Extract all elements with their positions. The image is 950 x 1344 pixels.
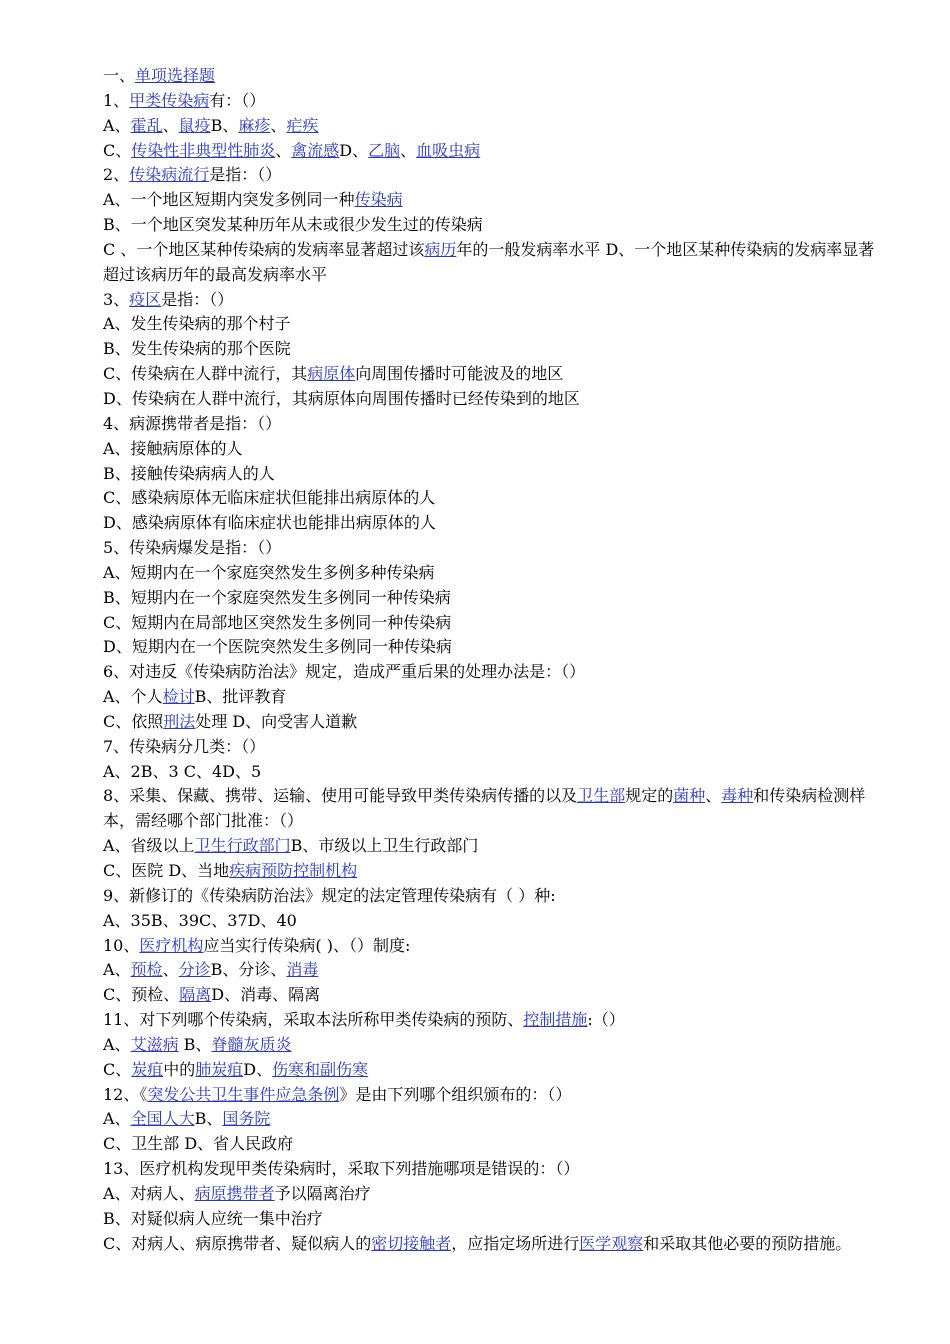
text-run: 1、 (103, 90, 130, 110)
text-line (103, 486, 883, 511)
text-line (103, 1232, 883, 1257)
text-line (103, 1107, 883, 1132)
hyperlink[interactable]: 霍乱 (130, 115, 163, 135)
hyperlink[interactable]: 突发公共卫生事件应急条例 (147, 1084, 340, 1104)
text-run: 9、新修订的《传染病防治法》规定的法定管理传染病有（ ）种: (103, 885, 556, 905)
text-line (103, 1182, 883, 1207)
text-run: 7、传染病分几类：（） (103, 736, 266, 756)
hyperlink[interactable]: 甲类传染病 (129, 90, 210, 110)
text-run: B、接触传染病病人的人 (103, 463, 275, 483)
hyperlink[interactable]: 血吸虫病 (416, 140, 481, 160)
text-run: C、短期内在局部地区突然发生多例同一种传染病 (103, 612, 452, 632)
text-line (103, 437, 883, 462)
text-run: B、发生传染病的那个医院 (103, 339, 291, 359)
text-line (103, 387, 883, 412)
text-run: D、 (339, 140, 369, 160)
text-run: B、一个地区突发某种历年从未或很少发生过的传染病 (103, 215, 483, 235)
document-body (103, 64, 883, 1257)
text-run: 向周围传播时可能波及的地区 (355, 364, 564, 384)
text-run: 5、传染病爆发是指：（） (103, 538, 282, 558)
text-line (103, 462, 883, 487)
text-run: A、 (103, 1109, 131, 1129)
hyperlink[interactable]: 医疗机构 (139, 935, 204, 955)
hyperlink[interactable]: 鼠疫 (178, 115, 211, 135)
hyperlink[interactable]: 肺炭疽 (195, 1059, 244, 1079)
hyperlink[interactable]: 预检 (130, 960, 163, 980)
text-run: 中的 (163, 1059, 196, 1079)
text-line (103, 983, 883, 1008)
text-run: C、医院 D、当地 (103, 861, 230, 880)
hyperlink[interactable]: 疟疾 (286, 115, 319, 135)
text-line (103, 1058, 883, 1083)
hyperlink[interactable]: 单项选择题 (135, 66, 216, 85)
text-run: 规定的 (625, 786, 674, 806)
hyperlink[interactable]: 消毒 (286, 960, 319, 980)
text-run: 、 (270, 115, 287, 135)
text-run: 和采取其他必要的预防措施。 (643, 1233, 852, 1253)
text-run: C、对病人、病原携带者、疑似病人的 (103, 1233, 372, 1253)
text-run: C、感染病原体无临床症状但能排出病原体的人 (103, 488, 436, 508)
text-line (103, 934, 883, 959)
text-line (103, 1207, 883, 1232)
text-run: A、短期内在一个家庭突然发生多例多种传染病 (103, 562, 435, 582)
hyperlink[interactable]: 分诊 (178, 960, 211, 980)
text-line (103, 1157, 883, 1182)
text-line (103, 611, 883, 636)
text-line (103, 834, 883, 859)
hyperlink[interactable]: 刑法 (163, 711, 196, 731)
text-run: C、依照 (103, 711, 164, 731)
text-run: 》是由下列哪个组织颁布的：（） (339, 1084, 572, 1104)
text-line (103, 114, 883, 139)
hyperlink[interactable]: 传染病 (354, 190, 403, 210)
hyperlink[interactable]: 病原体 (307, 364, 356, 384)
text-line (103, 412, 883, 437)
text-run: A、省级以上 (103, 836, 195, 856)
text-run: 、 (400, 140, 417, 160)
hyperlink[interactable]: 伤寒和副伤寒 (272, 1059, 369, 1079)
text-line (103, 312, 883, 337)
text-run: D、感染病原体有临床症状也能排出病原体的人 (103, 513, 436, 533)
text-run: A、 (103, 115, 131, 135)
text-run: 有：（） (209, 90, 266, 110)
text-line (103, 660, 883, 685)
text-run: 、 (705, 786, 722, 806)
text-line (103, 89, 883, 114)
text-run: 处理 D、向受害人道歉 (195, 711, 358, 731)
text-line (103, 188, 883, 213)
text-run: B、批评教育 (194, 687, 287, 707)
text-line (103, 1083, 883, 1108)
hyperlink[interactable]: 检讨 (162, 687, 195, 707)
text-run: A、对病人、 (103, 1183, 195, 1203)
text-run: B、 (210, 115, 239, 135)
text-run: D、短期内在一个医院突然发生多例同一种传染病 (103, 637, 452, 657)
hyperlink[interactable]: 炭疽 (131, 1059, 164, 1079)
text-run: C、预检、 (103, 985, 180, 1005)
text-line (103, 784, 883, 834)
text-run: 11、对下列哪个传染病，采取本法所称甲类传染病的预防、 (103, 1010, 524, 1030)
text-run: A、接触病原体的人 (103, 438, 243, 458)
text-run: C、 (103, 1059, 132, 1079)
text-line (103, 710, 883, 735)
text-run: 13、医疗机构发现甲类传染病时，采取下列措施哪项是错误的：（） (103, 1159, 580, 1179)
text-line (103, 213, 883, 238)
text-run: B、短期内在一个家庭突然发生多例同一种传染病 (103, 587, 451, 607)
hyperlink[interactable]: 麻疹 (238, 115, 271, 135)
text-line (103, 735, 883, 760)
text-run: A、35B、39C、37D、40 (103, 910, 297, 930)
text-run: 、 (162, 115, 179, 135)
text-run: A、 (103, 1034, 131, 1054)
hyperlink[interactable]: 菌种 (673, 786, 706, 806)
hyperlink[interactable]: 传染性非典型性肺炎 (131, 140, 276, 160)
text-line (103, 288, 883, 313)
text-run: A、发生传染病的那个村子 (103, 314, 291, 334)
hyperlink[interactable]: 医学观察 (579, 1233, 644, 1253)
text-line (103, 139, 883, 164)
text-run: 是指：（） (209, 165, 282, 185)
text-line (103, 362, 883, 387)
text-run: 、 (162, 960, 179, 980)
text-run: C 、一个地区某种传染病的发病率显著超过该 (103, 239, 425, 259)
hyperlink[interactable]: 病历 (424, 239, 457, 259)
text-run: A、一个地区短期内突发多例同一种 (103, 190, 355, 210)
text-run: 6、对违反《传染病防治法》规定，造成严重后果的处理办法是：（） (103, 662, 586, 682)
text-line (103, 1033, 883, 1058)
text-line (103, 536, 883, 561)
text-line (103, 958, 883, 983)
text-line (103, 635, 883, 660)
text-run: B、对疑似病人应统一集中治疗 (103, 1208, 323, 1228)
hyperlink[interactable]: 全国人大 (130, 1109, 195, 1129)
hyperlink[interactable]: 卫生部 (577, 786, 626, 806)
text-run: A、2B、3 C、4D、5 (103, 761, 262, 781)
text-run: A、个人 (103, 687, 163, 707)
text-run: 一、 (103, 66, 136, 85)
text-run: B、分诊、 (210, 960, 287, 980)
text-run: 予以隔离治疗 (274, 1183, 371, 1203)
hyperlink[interactable]: 传染病流行 (129, 165, 210, 185)
text-run: 8、采集、保藏、携带、运输、使用可能导致甲类传染病传播的以及 (103, 786, 578, 806)
text-run: 和传染病检测样本，需经哪个部门批准：（） (103, 786, 866, 831)
text-line (103, 586, 883, 611)
hyperlink[interactable]: 密切接触者 (371, 1233, 452, 1253)
text-line (103, 909, 883, 934)
text-run: 年的一般发病率水平 D、一个地区某种传染病的发病率显著超过该病历年的最高发病率水平 (103, 239, 875, 284)
text-run: D、传染病在人群中流行，其病原体向周围传播时已经传染到的地区 (103, 388, 580, 408)
text-run: C、 (103, 140, 132, 160)
hyperlink[interactable]: 国务院 (222, 1109, 271, 1129)
hyperlink[interactable]: 乙脑 (368, 140, 401, 160)
hyperlink[interactable]: 病原携带者 (194, 1183, 275, 1203)
text-run: 10、 (103, 935, 140, 955)
hyperlink[interactable]: 禽流感 (291, 140, 340, 160)
text-run: 3、 (103, 289, 130, 309)
text-line (103, 511, 883, 536)
text-line (103, 561, 883, 586)
text-line (103, 859, 883, 884)
text-line (103, 760, 883, 785)
text-line (103, 1132, 883, 1157)
text-run: C、卫生部 D、省人民政府 (103, 1134, 294, 1154)
text-run: B、 (194, 1109, 223, 1129)
hyperlink[interactable]: 毒种 (721, 786, 754, 806)
hyperlink[interactable]: 卫生行政部门 (194, 836, 291, 856)
text-run: 、 (275, 140, 292, 160)
text-line (103, 685, 883, 710)
text-run: B、市级以上卫生行政部门 (290, 836, 479, 856)
text-run: B、 (178, 1034, 212, 1054)
text-line (103, 64, 883, 89)
text-run: A、 (103, 960, 131, 980)
text-run: 4、病源携带者是指：（） (103, 413, 282, 433)
text-line (103, 884, 883, 909)
text-run: D、消毒、隔离 (211, 985, 321, 1005)
text-run: 是指：（） (161, 289, 234, 309)
text-line (103, 163, 883, 188)
text-line (103, 238, 883, 288)
hyperlink[interactable]: 疫区 (129, 289, 162, 309)
text-run: 2、 (103, 165, 130, 185)
hyperlink[interactable]: 疾病预防控制机构 (229, 861, 358, 880)
text-line (103, 337, 883, 362)
text-run: ，应指定场所进行 (451, 1233, 580, 1253)
text-run: 应当实行传染病( )、（）制度: (203, 935, 411, 955)
text-run: C、传染病在人群中流行，其 (103, 364, 308, 384)
hyperlink[interactable]: 控制措施 (523, 1010, 588, 1030)
text-run: :（） (587, 1010, 625, 1030)
text-run: D、 (243, 1059, 273, 1079)
hyperlink[interactable]: 艾滋病 (130, 1034, 179, 1054)
text-line (103, 1008, 883, 1033)
text-run: 12、《 (103, 1084, 148, 1104)
hyperlink[interactable]: 脊髓灰质炎 (211, 1034, 292, 1054)
hyperlink[interactable]: 隔离 (179, 985, 212, 1005)
